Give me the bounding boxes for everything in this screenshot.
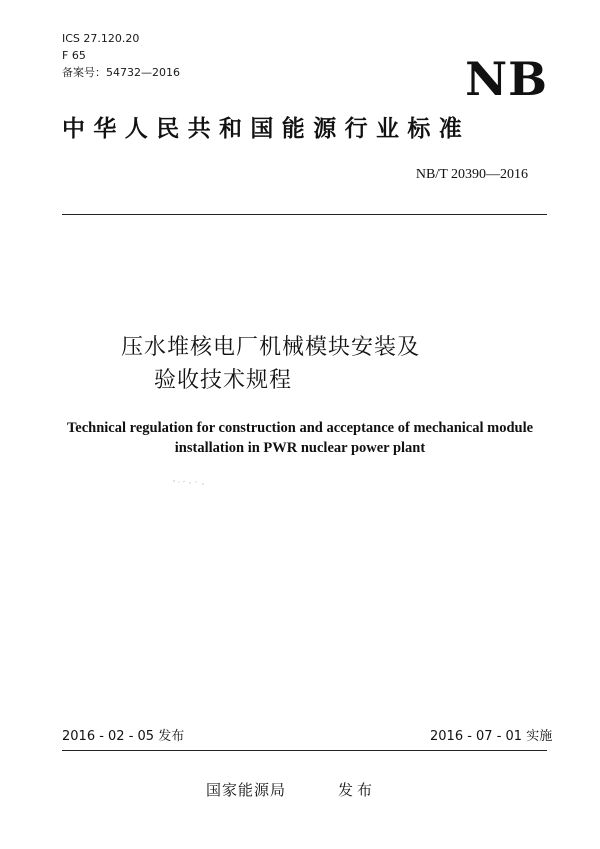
document-title-cn-line1: 压水堆核电厂机械模块安装及 [121, 335, 421, 360]
scan-speckle [172, 478, 208, 486]
classification-code: F 65 [62, 49, 86, 62]
standard-title: 中华人民共和国能源行业标准 [62, 116, 471, 142]
bottom-divider [62, 750, 547, 751]
issue-date: 2016 - 02 - 05 发布 [62, 729, 185, 744]
document-title-en-line1: Technical regulation for construction and acceptance of mechanical module [66, 420, 534, 436]
record-number: 备案号：54732—2016 [62, 66, 180, 79]
publish-label: 发布 [338, 781, 377, 799]
document-title-en-line2: installation in PWR nuclear power plant [174, 440, 426, 456]
standard-number: NB/T 20390—2016 [415, 167, 528, 182]
nb-logo: NB [465, 52, 548, 106]
top-divider [62, 214, 547, 215]
document-title-cn-line2: 验收技术规程 [154, 368, 293, 393]
implementation-date: 2016 - 07 - 01 实施 [430, 729, 553, 744]
publisher-name: 国家能源局 [206, 781, 287, 799]
ics-code: ICS 27.120.20 [62, 32, 140, 45]
